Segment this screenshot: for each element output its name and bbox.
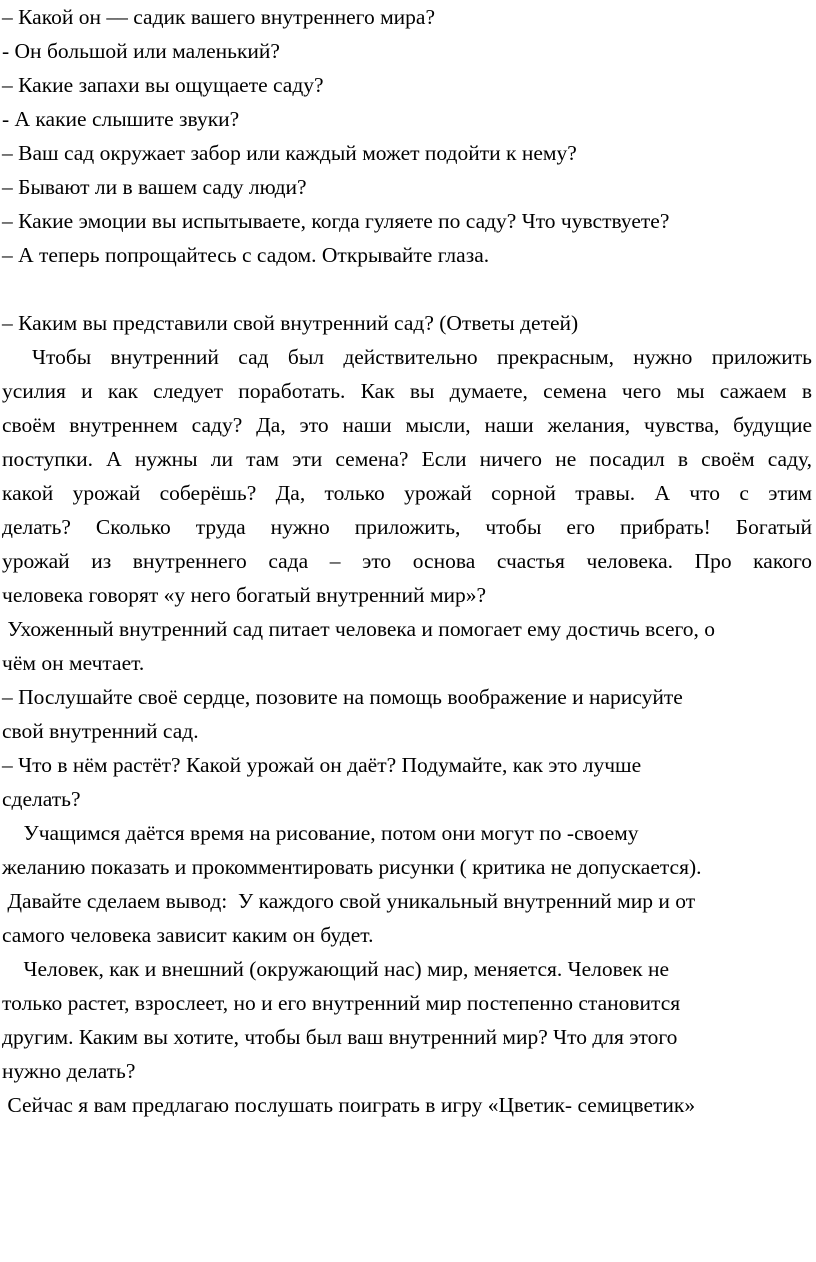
paragraph-what-grows (2, 748, 812, 816)
paragraph-line: Чтобы внутренний сад был действительно прекрасным, нужно приложить (32, 345, 812, 369)
paragraph-line: Ухоженный внутренний сад питает человека и помогает ему достичь всего, о (2, 617, 716, 641)
paragraph-line: только растет, взрослеет, но и его внутренний мир постепенно становится (2, 991, 681, 1015)
paragraph-person-changes (2, 952, 812, 1088)
paragraph-conclusion (2, 884, 812, 952)
question-line: - Он большой или маленький? (2, 39, 280, 63)
paragraph-effort (2, 340, 812, 612)
paragraph-line: сделать? (2, 787, 81, 811)
paragraph-line: желанию показать и прокомментировать рисунки ( критика не допускается). (2, 855, 702, 879)
question-line: – Какие запахи вы ощущаете саду? (2, 73, 324, 97)
question-line: - А какие слышите звуки? (2, 107, 240, 131)
question-line: – Какой он –– садик вашего внутреннего мира? (2, 5, 436, 29)
paragraph-line: усилия и как следует поработать. Как вы думаете, семена чего мы сажаем в (2, 379, 812, 403)
blank-line (2, 272, 812, 306)
paragraph-line: Учащимся даётся время на рисование, потом они могут по -своему (2, 821, 639, 845)
question-line: – Бывают ли в вашем саду люди? (2, 175, 307, 199)
paragraph-line: Человек, как и внешний (окружающий нас) мир, меняется. Человек не (2, 957, 670, 981)
paragraph-line: другим. Каким вы хотите, чтобы был ваш внутренний мир? Что для этого (2, 1025, 678, 1049)
paragraph-line: самого человека зависит каким он будет. (2, 923, 374, 947)
paragraph-line: поступки. А нужны ли там эти семена? Если ничего не посадил в своём саду, (2, 447, 812, 471)
paragraph-line: – Послушайте своё сердце, позовите на помощь воображение и нарисуйте (2, 685, 683, 709)
paragraph-drawing-time (2, 816, 812, 884)
paragraph-line: какой урожай соберёшь? Да, только урожай сорной травы. А что с этим (2, 481, 812, 505)
paragraph-line: своём внутреннем саду? Да, это наши мысли, наши желания, чувства, будущие (2, 413, 812, 437)
paragraph-line: чём он мечтает. (2, 651, 145, 675)
paragraph-groomed-garden (2, 612, 812, 680)
paragraph-line: – Что в нём растёт? Какой урожай он даёт? Подумайте, как это лучше (2, 753, 642, 777)
question-line: – Ваш сад окружает забор или каждый может подойти к нему? (2, 141, 577, 165)
paragraph-line: урожай из внутреннего сада – это основа счастья человека. Про какого (2, 549, 812, 573)
paragraph-line: Давайте сделаем вывод: У каждого свой уникальный внутренний мир и от (2, 889, 696, 913)
question-line: – Какие эмоции вы испытываете, когда гуляете по саду? Что чувствуете? (2, 209, 670, 233)
discussion-question: – Каким вы представили свой внутренний сад? (Ответы детей) (2, 311, 579, 335)
game-invitation: Сейчас я вам предлагаю послушать поиграть в игру «Цветик- семицветик» (2, 1093, 696, 1117)
paragraph-line: делать? Сколько труда нужно приложить, чтобы его прибрать! Богатый (2, 515, 812, 539)
paragraph-line: нужно делать? (2, 1059, 136, 1083)
question-line: – А теперь попрощайтесь с садом. Открывайте глаза. (2, 243, 490, 267)
paragraph-line: человека говорят «у него богатый внутренний мир»? (2, 583, 487, 607)
guided-imagery-questions (2, 0, 812, 272)
paragraph-line: свой внутренний сад. (2, 719, 199, 743)
paragraph-listen-heart (2, 680, 812, 748)
